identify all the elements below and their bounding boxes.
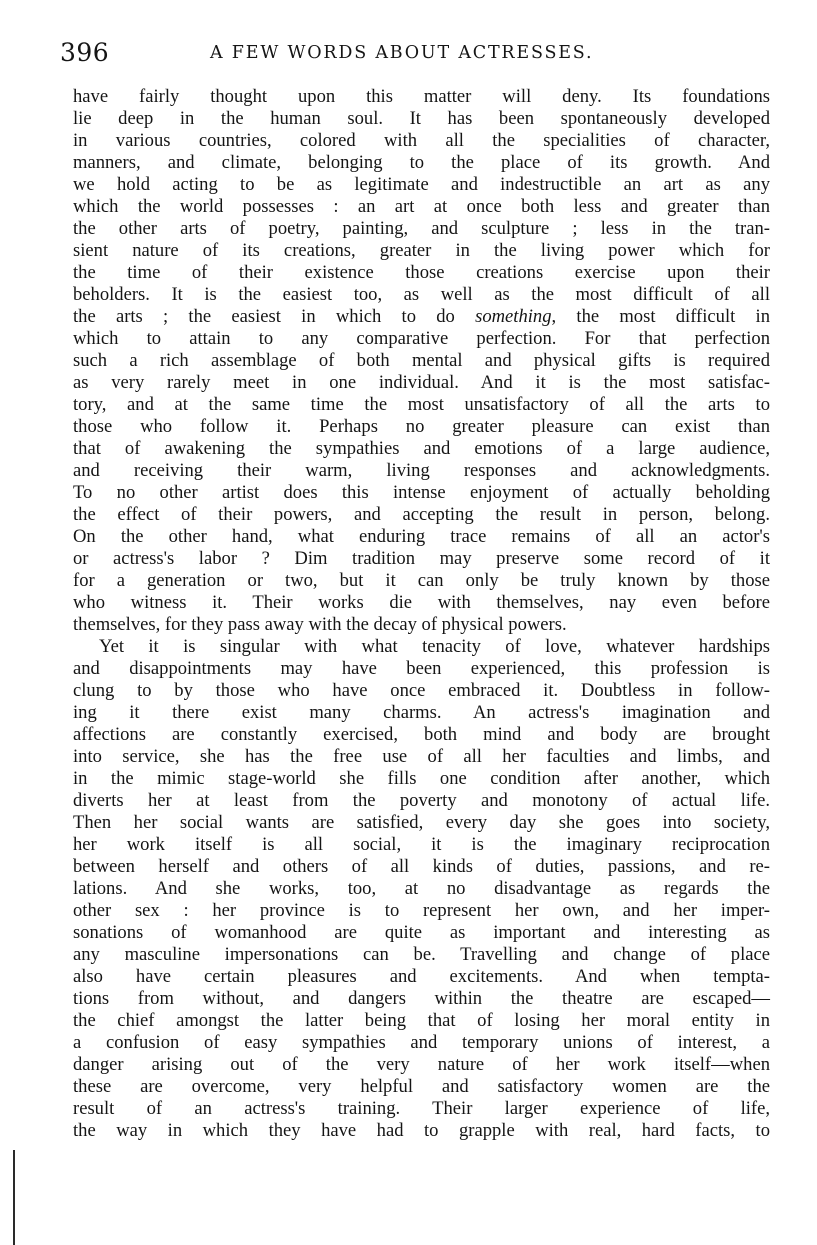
text-line: diverts her at least from the poverty and monotony of actual life. (73, 790, 770, 811)
text-line: affections are constantly exercised, both mind and body are brought (73, 724, 770, 745)
paragraph-1 (73, 86, 770, 636)
text-line: the way in which they have had to grapple with real, hard facts, to (73, 1120, 770, 1141)
text-line: manners, and climate, belonging to the place of its growth. And (73, 152, 770, 173)
text-line: or actress's labor ? Dim tradition may preserve some record of it (73, 548, 770, 569)
text-line: and receiving their warm, living responses and acknowledgments. (73, 460, 770, 481)
text-line: who witness it. Their works die with themselves, nay even before (73, 592, 770, 613)
text-line: the effect of their powers, and accepting the result in person, belong. (73, 504, 770, 525)
text-line: the time of their existence those creations exercise upon their (73, 262, 770, 283)
text-line: into service, she has the free use of all her faculties and limbs, and (73, 746, 770, 767)
text-line: which the world possesses : an art at once both less and greater than (73, 196, 770, 217)
text-line: between herself and others of all kinds of duties, passions, and re- (73, 856, 770, 877)
text-line: such a rich assemblage of both mental and physical gifts is required (73, 350, 770, 371)
text-line: ing it there exist many charms. An actress's imagination and (73, 702, 770, 723)
text-line: and disappointments may have been experienced, this profession is (73, 658, 770, 679)
page-number: 396 (60, 38, 110, 67)
text-line: On the other hand, what enduring trace remains of all an actor's (73, 526, 770, 547)
text-line: any masculine impersonations can be. Travelling and change of place (73, 944, 770, 965)
text-line: clung to by those who have once embraced it. Doubtless in follow- (73, 680, 770, 701)
text-line: sient nature of its creations, greater in the living power which for (73, 240, 770, 261)
text-line: Then her social wants are satisfied, every day she goes into society, (73, 812, 770, 833)
text-line: that of awakening the sympathies and emotions of a large audience, (73, 438, 770, 459)
text-line: in various countries, colored with all the specialities of character, (73, 130, 770, 151)
text-line: have fairly thought upon this matter will deny. Its foundations (73, 86, 770, 107)
page-edge-line (13, 1150, 15, 1245)
text-line: result of an actress's training. Their larger experience of life, (73, 1098, 770, 1119)
text-line: we hold acting to be as legitimate and indestructible an art as any (73, 174, 770, 195)
text-line: To no other artist does this intense enjoyment of actually beholding (73, 482, 770, 503)
text-line: her work itself is all social, it is the imaginary reciprocation (73, 834, 770, 855)
text-line: lations. And she works, too, at no disadvantage as regards the (73, 878, 770, 899)
text-line: the other arts of poetry, painting, and sculpture ; less in the tran- (73, 218, 770, 239)
text-line: tions from without, and dangers within the theatre are escaped— (73, 988, 770, 1009)
text-line: beholders. It is the easiest too, as well as the most difficult of all (73, 284, 770, 305)
text-line: other sex : her province is to represent her own, and her imper- (73, 900, 770, 921)
text-line: also have certain pleasures and excitements. And when tempta- (73, 966, 770, 987)
text-line: themselves, for they pass away with the decay of physical powers. (73, 614, 567, 635)
text-line: the arts ; the easiest in which to do something, the most difficult in (73, 306, 770, 327)
text-line: as very rarely meet in one individual. And it is the most satisfac- (73, 372, 770, 393)
text-line: which to attain to any comparative perfection. For that perfection (73, 328, 770, 349)
text-line: a confusion of easy sympathies and temporary unions of interest, a (73, 1032, 770, 1053)
body-text (73, 86, 770, 1142)
paragraph-2 (73, 636, 770, 1142)
text-line: sonations of womanhood are quite as important and interesting as (73, 922, 770, 943)
text-line: tory, and at the same time the most unsatisfactory of all the arts to (73, 394, 770, 415)
page-header (60, 38, 780, 72)
text-line: the chief amongst the latter being that of losing her moral entity in (73, 1010, 770, 1031)
running-head: A FEW WORDS ABOUT ACTRESSES. (210, 43, 594, 63)
emphasis: something (475, 306, 552, 327)
text-line: these are overcome, very helpful and satisfactory women are the (73, 1076, 770, 1097)
text-line: in the mimic stage-world she fills one condition after another, which (73, 768, 770, 789)
text-line: those who follow it. Perhaps no greater pleasure can exist than (73, 416, 770, 437)
text-line: danger arising out of the very nature of her work itself—when (73, 1054, 770, 1075)
text-line: for a generation or two, but it can only be truly known by those (73, 570, 770, 591)
text-line: lie deep in the human soul. It has been spontaneously developed (73, 108, 770, 129)
text-line: Yet it is singular with what tenacity of love, whatever hardships (99, 636, 770, 657)
